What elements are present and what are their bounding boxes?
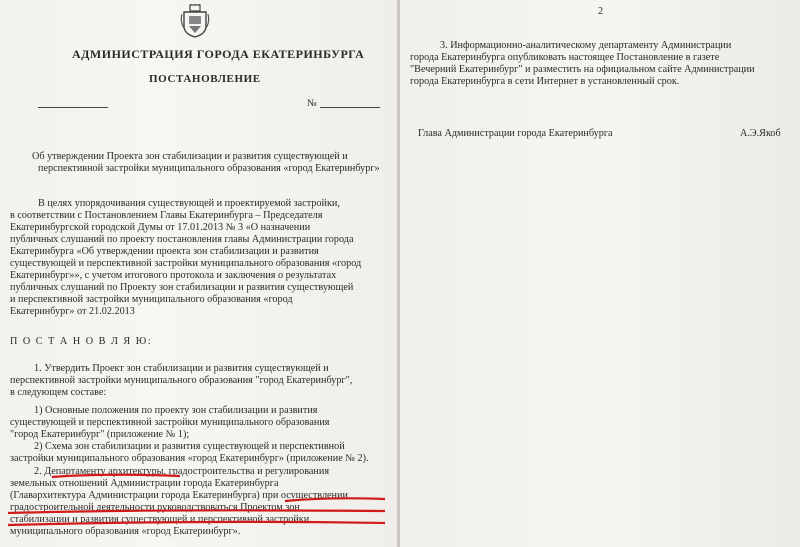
item-2-line: 2. Департаменту архитектуры, градостроительства и регулирования xyxy=(34,466,330,477)
document-type: ПОСТАНОВЛЕНИЕ xyxy=(149,73,261,85)
item-2-line: стабилизации и развития существующей и перспективной застройки xyxy=(10,514,310,525)
red-underline xyxy=(8,510,385,513)
item-3-line: города Екатеринбурга опубликовать настоящее Постановление в газете xyxy=(410,52,720,63)
red-underline xyxy=(285,498,385,501)
preamble-line: Екатеринбург»», с учетом итогового протокола и заключения о результатах xyxy=(10,270,337,281)
preamble-line: В целях упорядочивания существующей и проектируемой застройки, xyxy=(38,198,340,209)
item-2-line: земельных отношений Администрации города Екатеринбурга xyxy=(10,478,279,489)
red-underline xyxy=(52,475,180,477)
item-1-line: перспективной застройки муниципального образования "город Екатеринбург", xyxy=(10,375,353,386)
item-2-line: градостроительной деятельности руководствоваться Проектом зон xyxy=(10,502,300,513)
decree-heading: П О С Т А Н О В Л Я Ю: xyxy=(10,336,153,347)
signature-name: А.Э.Якоб xyxy=(740,128,781,139)
item-1-line: в следующем составе: xyxy=(10,387,107,398)
preamble-line: публичных слушаний по Проекту зон стабилизации и развития существующей xyxy=(10,282,354,293)
red-underline xyxy=(8,522,385,525)
page-number: 2 xyxy=(598,6,604,17)
item-1-line: 2) Схема зон стабилизации и развития существующей и перспективной xyxy=(34,441,345,452)
preamble-line: Екатеринбургской городской Думы от 17.01.2013 № 3 «О назначении xyxy=(10,222,311,233)
signature-title: Глава Администрации города Екатеринбурга xyxy=(418,128,613,139)
item-1-line: существующей и перспективной застройки муниципального образования xyxy=(10,417,330,428)
administration-title: АДМИНИСТРАЦИЯ ГОРОДА ЕКАТЕРИНБУРГА xyxy=(72,47,365,61)
preamble-line: существующей и перспективной застройки муниципального образования «город xyxy=(10,258,362,269)
item-2-line: (Главархитектура Администрации города Екатеринбурга) при осуществлении xyxy=(10,490,348,501)
document-page-1 xyxy=(0,0,397,547)
preamble-line: Екатеринбурга «Об утверждении проекта зон стабилизации и развития xyxy=(10,246,319,257)
item-1-line: застройки муниципального образования «город Екатеринбург» (приложение № 2). xyxy=(10,453,369,464)
subject-line-1: Об утверждении Проекта зон стабилизации и развития существующей и xyxy=(32,151,348,162)
item-1-line: 1. Утвердить Проект зон стабилизации и развития существующей и xyxy=(34,363,329,374)
preamble-line: публичных слушаний по проекту постановления главы Администрации города xyxy=(10,234,354,245)
item-1-line: 1) Основные положения по проекту зон стабилизации и развития xyxy=(34,405,318,416)
document-page-2 xyxy=(400,0,800,547)
preamble-line: Екатеринбург» от 21.02.2013 xyxy=(10,306,135,317)
subject-line-2: перспективной застройки муниципального образования «город Екатеринбург» xyxy=(38,163,380,174)
item-1-line: "город Екатеринбург" (приложение № 1); xyxy=(10,429,190,440)
item-3-line: "Вечерний Екатеринбург" и разместить на официальном сайте Администрации xyxy=(410,64,755,75)
preamble-line: в соответствии с Постановлением Главы Екатеринбурга – Председателя xyxy=(10,210,323,221)
number-sign: № xyxy=(307,98,317,109)
item-3-line: города Екатеринбурга в сети Интернет в установленный срок. xyxy=(410,76,680,87)
item-2-line: муниципального образования «город Екатеринбург». xyxy=(10,526,241,537)
item-3-line: 3. Информационно-аналитическому департаменту Администрации xyxy=(440,40,732,51)
red-underline-annotations xyxy=(0,0,397,547)
preamble-line: и перспективной застройки муниципального образования «город xyxy=(10,294,293,305)
